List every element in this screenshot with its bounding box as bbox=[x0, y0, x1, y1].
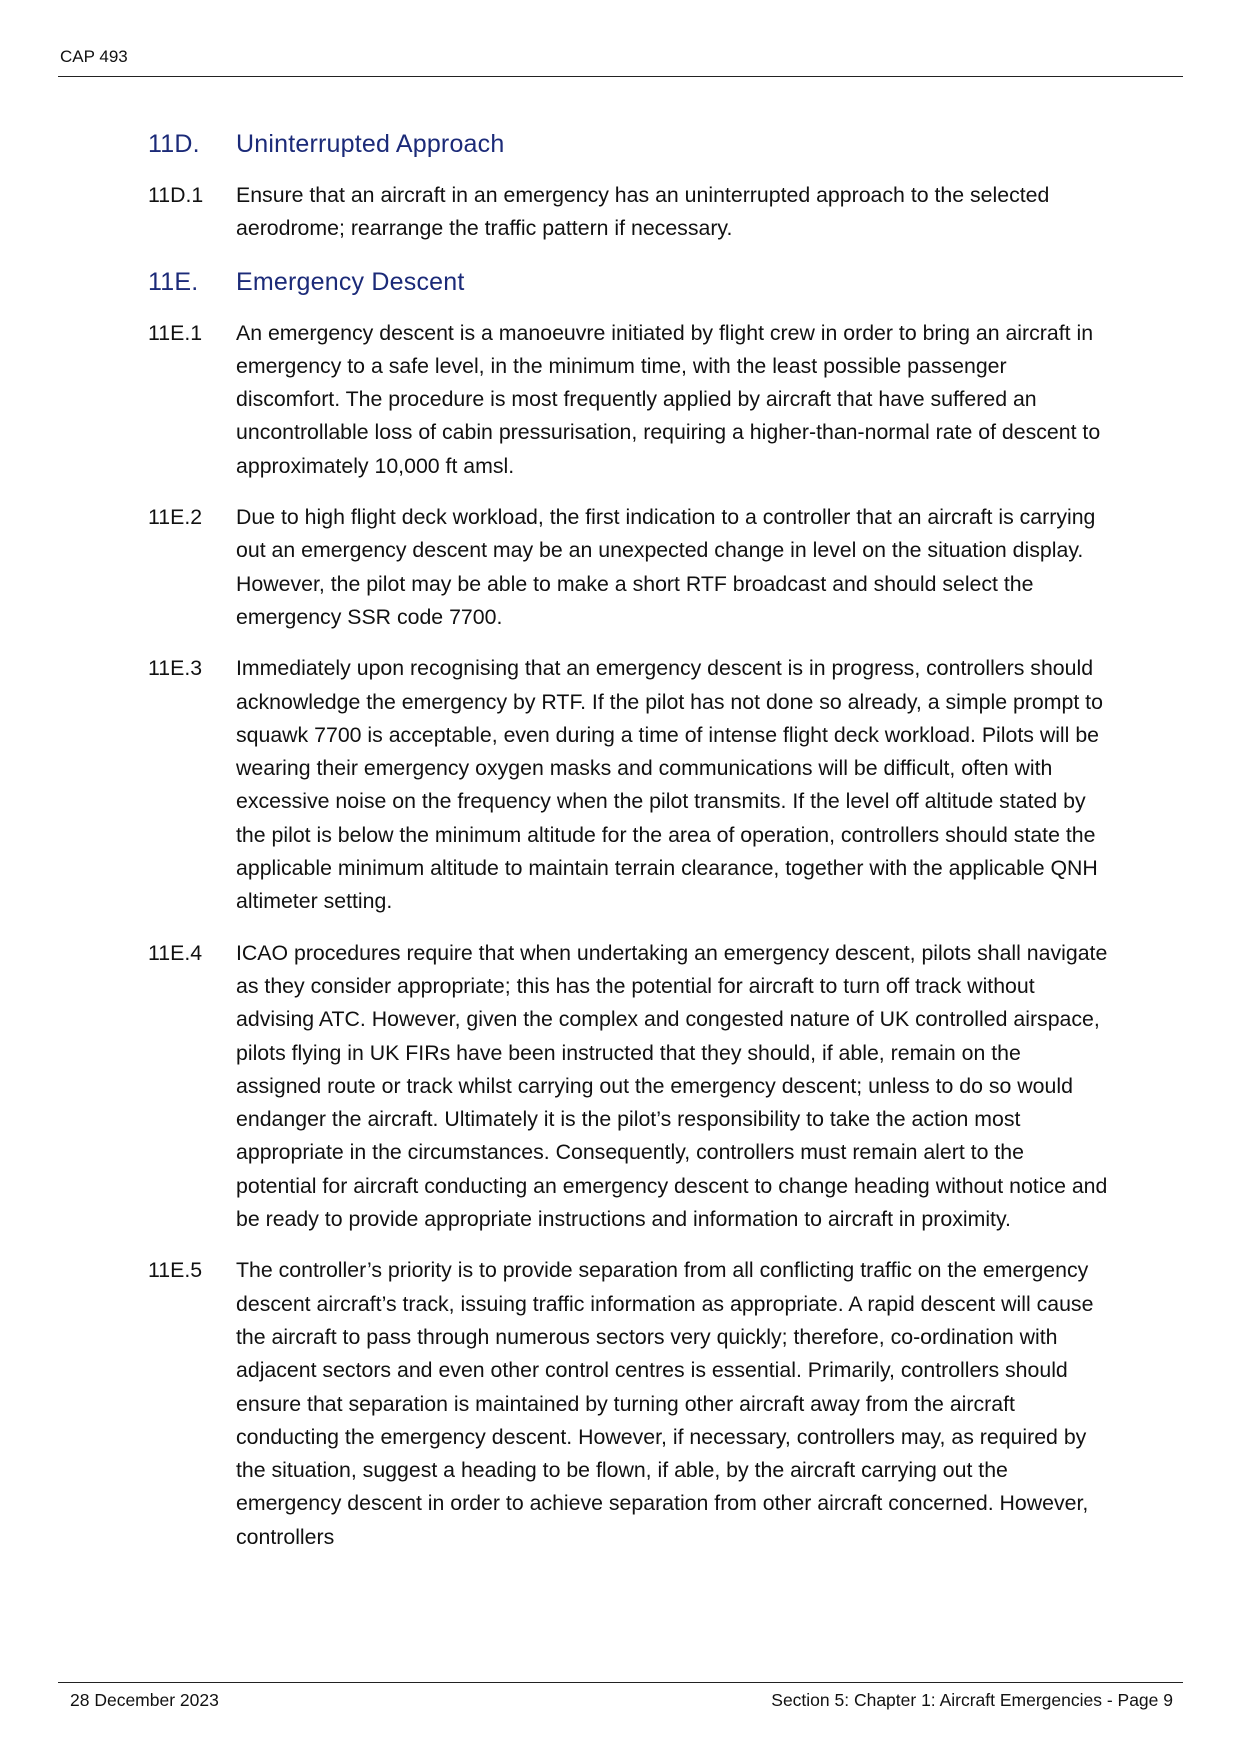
footer-page-label: Section 5: Chapter 1: Aircraft Emergencies - Page 9 bbox=[771, 1690, 1173, 1710]
paragraph-text: Ensure that an aircraft in an emergency has an uninterrupted approach to the selected aerodrome; rearrange the traffic pattern if necessary. bbox=[236, 183, 1050, 241]
page-footer bbox=[58, 1682, 1183, 1717]
paragraph-number: 11E.1 bbox=[148, 320, 203, 345]
paragraph-number: 11E.2 bbox=[148, 505, 203, 530]
footer-date: 28 December 2023 bbox=[70, 1690, 219, 1710]
section-heading-11d bbox=[148, 128, 1108, 160]
paragraph-text: Due to high flight deck workload, the first indication to a controller that an aircraft is carrying out an emergency descent may be an unexpected change in level on the situation display. However, the pilot may be able to make a short RTF broadcast and should select the emergency SSR code 7700. bbox=[236, 505, 1096, 629]
section-title: Uninterrupted Approach bbox=[236, 130, 505, 158]
paragraph-text: ICAO procedures require that when undertaking an emergency descent, pilots shall navigate as they consider appropriate; this has the potential for aircraft to turn off track without advising ATC. However, given the complex and congested nature of UK controlled airspace, pilots flying in UK FIRs have been instructed that they should, if able, remain on the assigned route or track whilst carrying out the emergency descent; unless to do so would endanger the aircraft. Ultimately it is the pilot’s responsibility to take the action most appropriate in the circumstances. Consequently, controllers must remain alert to the potential for aircraft conducting an emergency descent to change heading without notice and be ready to provide appropriate instructions and information to aircraft in proximity. bbox=[236, 940, 1108, 1232]
paragraph-11d-1 bbox=[148, 179, 1108, 246]
paragraph-11e-3 bbox=[148, 652, 1108, 918]
paragraph-11e-1 bbox=[148, 317, 1108, 483]
paragraph-11e-4 bbox=[148, 937, 1108, 1237]
section-heading-11e bbox=[148, 266, 1108, 298]
section-number: 11D. bbox=[148, 130, 200, 158]
document-id: CAP 493 bbox=[60, 47, 128, 66]
paragraph-11e-5 bbox=[148, 1254, 1108, 1554]
section-number: 11E. bbox=[148, 267, 199, 296]
page-header bbox=[58, 44, 1183, 77]
section-title: Emergency Descent bbox=[236, 267, 465, 296]
paragraph-text: Immediately upon recognising that an emergency descent is in progress, controllers should acknowledge the emergency by RTF. If the pilot has not done so already, a simple prompt to squawk 7700 is acceptable, even during a time of intense flight deck workload. Pilots will be wearing their emergency oxygen masks and communications will be difficult, often with excessive noise on the frequency when the pilot transmits. If the level off altitude stated by the pilot is below the minimum altitude for the area of operation, controllers should state the applicable minimum altitude to maintain terrain clearance, together with the applicable QNH altimeter setting. bbox=[236, 656, 1103, 914]
paragraph-number: 11E.5 bbox=[148, 1258, 203, 1283]
paragraph-number: 11E.4 bbox=[148, 940, 203, 965]
paragraph-text: The controller’s priority is to provide separation from all conflicting traffic on the emergency descent aircraft’s track, issuing traffic information as appropriate. A rapid descent will cause the aircraft to pass through numerous sectors very quickly; therefore, co-ordination with adjacent sectors and even other control centres is essential. Primarily, controllers should ensure that separation is maintained by turning other aircraft away from the aircraft conducting the emergency descent. However, if necessary, controllers may, as required by the situation, suggest a heading to be flown, if able, by the aircraft carrying out the emergency descent in order to achieve separation from other aircraft concerned. However, controllers bbox=[236, 1258, 1094, 1549]
paragraph-number: 11D.1 bbox=[148, 183, 204, 207]
document-body bbox=[148, 128, 1108, 1572]
paragraph-11e-2 bbox=[148, 501, 1108, 634]
paragraph-number: 11E.3 bbox=[148, 656, 203, 681]
paragraph-text: An emergency descent is a manoeuvre initiated by flight crew in order to bring an aircraft in emergency to a safe level, in the minimum time, with the least possible passenger discomfort. The procedure is most frequently applied by aircraft that have suffered an uncontrollable loss of cabin pressurisation, requiring a higher-than-normal rate of descent to approximately 10,000 ft amsl. bbox=[236, 320, 1101, 478]
